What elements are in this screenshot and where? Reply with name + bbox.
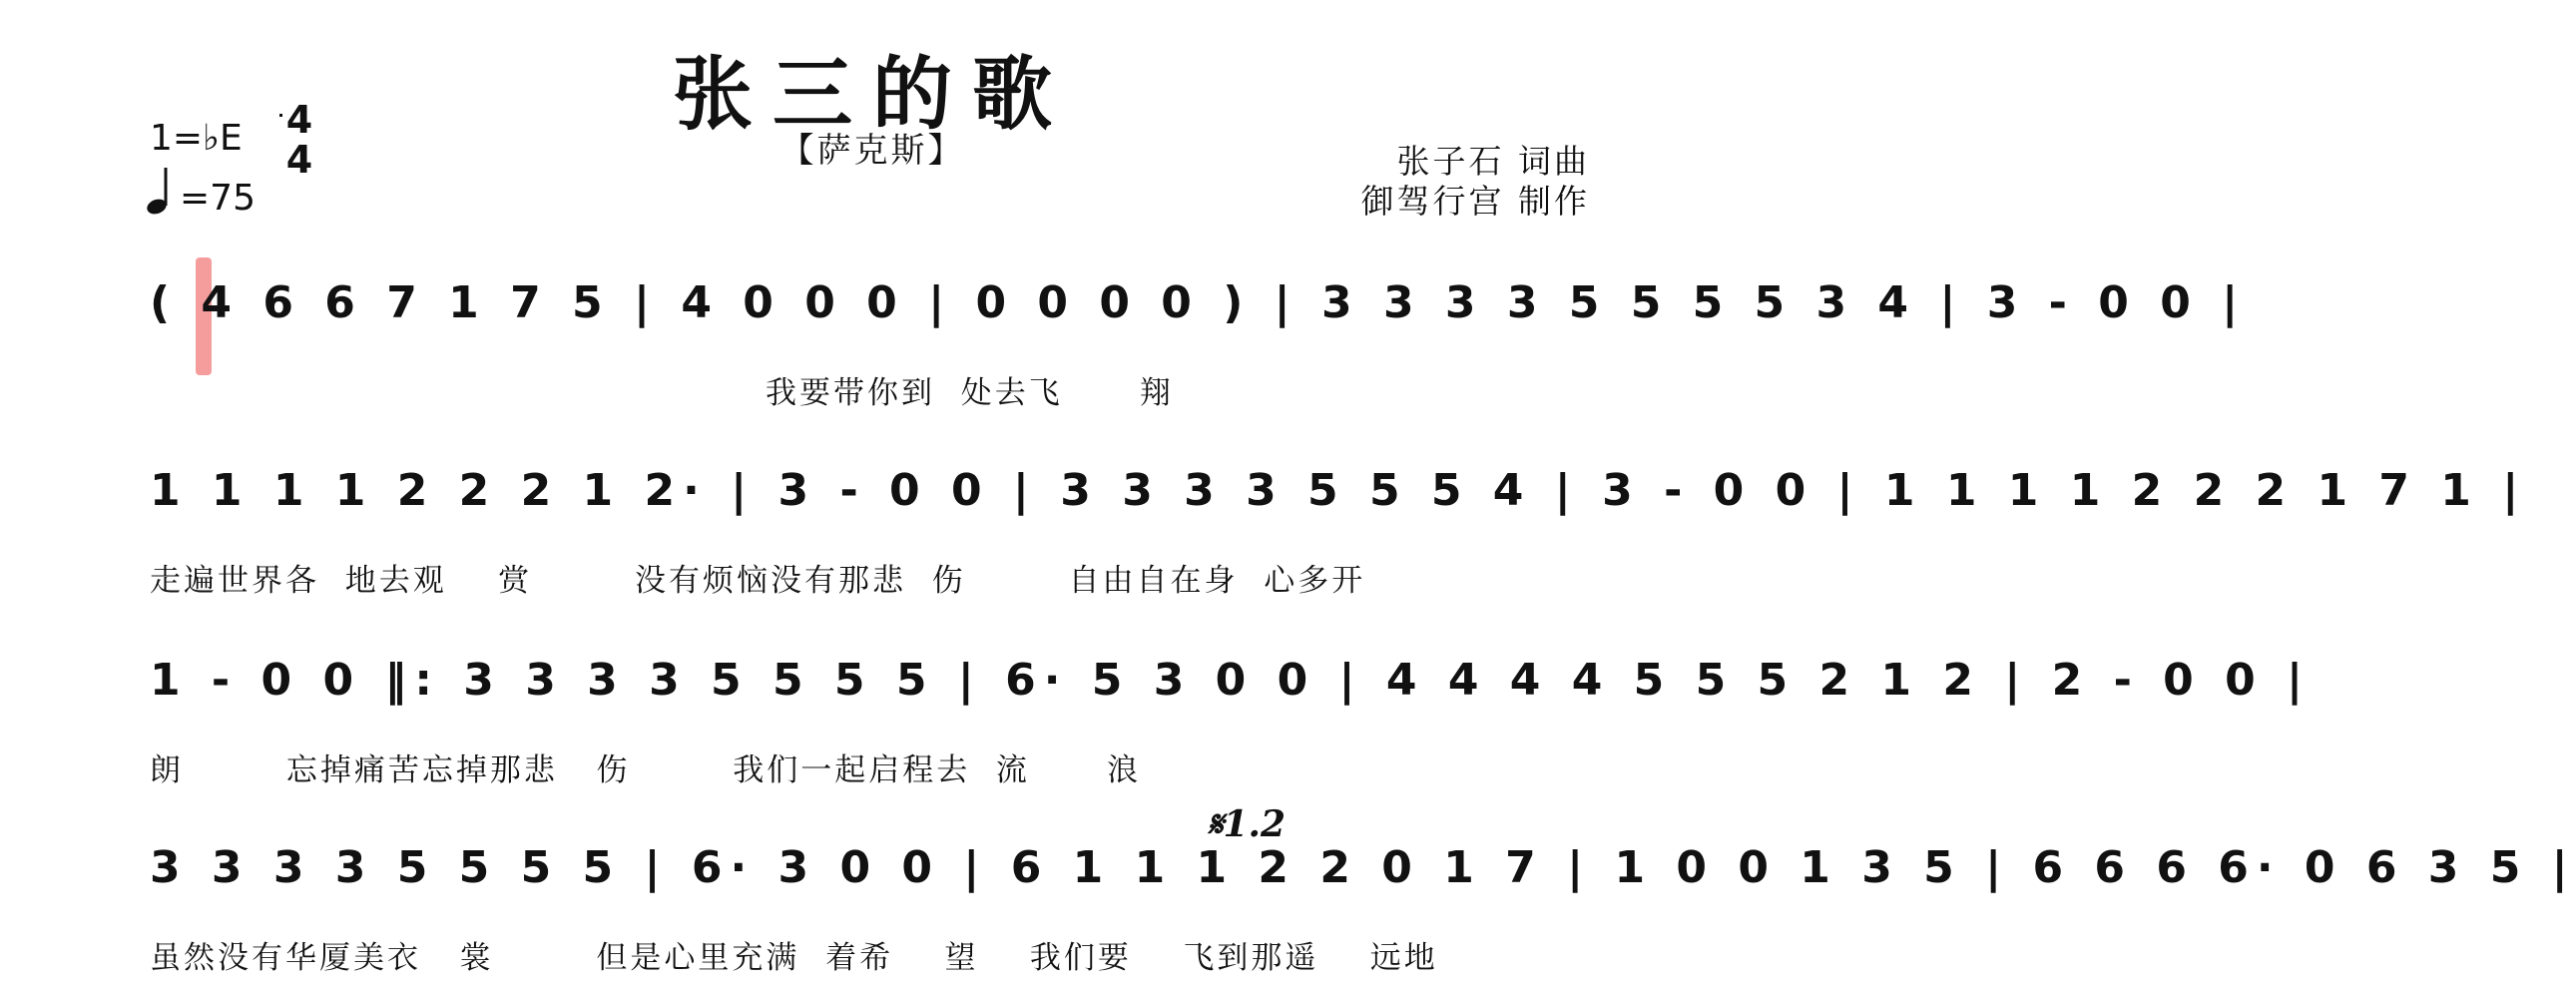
time-signature: [279, 100, 319, 180]
score-line-1: [0, 257, 2247, 427]
score-line-2: [0, 445, 2527, 615]
lyrics-line-3: 朗 忘掉痛苦忘掉那悲 伤 我们一起启程去 流 浪: [150, 752, 1142, 788]
lyrics-line-1: 我要带你到 处去飞 翔: [150, 375, 1174, 411]
notation-line-4: 3 3 3 3 5 5 5 5 | 6· 3 0 0 | 6 1 1 1 2 2 0 1 7 | 1 0 0 1 3 5 | 6 6 6 6· 0 6 3 5 |: [150, 842, 2576, 893]
lyricist-composer-credit: 张子石 词曲: [1396, 142, 1590, 181]
tempo-marking: =75: [180, 178, 256, 219]
score-line-3: [0, 635, 2312, 804]
notation-line-3: 1 - 0 0 ‖: 3 3 3 3 5 5 5 5 | 6· 5 3 0 0 | 4 4 4 4 5 5 5 2 1 2 | 2 - 0 0 |: [150, 655, 2312, 706]
notation-line-1: ( 4 6 6 7 1 7 5 | 4 0 0 0 | 0 0 0 0 ) | 3 3 3 3 5 5 5 5 3 4 | 3 - 0 0 |: [150, 277, 2247, 328]
quarter-note-icon: [144, 166, 172, 216]
lyrics-line-4: 虽然没有华厦美衣 裳 但是心里充满 着希 望 我们要 飞到那遥 远地: [150, 940, 1438, 976]
key-signature: 1=♭E: [150, 118, 243, 159]
credits: [1361, 142, 1591, 222]
song-title: 张三的歌: [673, 48, 1072, 141]
score-line-4: [0, 822, 2576, 992]
notation-line-2: 1 1 1 1 2 2 2 1 2· | 3 - 0 0 | 3 3 3 3 5 5 5 4 | 3 - 0 0 | 1 1 1 1 2 2 2 1 7 1 |: [150, 465, 2527, 516]
instrument-subtitle: 【萨克斯】: [779, 131, 965, 171]
lyrics-line-2: 走遍世界各 地去观 赏 没有烦恼没有那悲 伤 自由自在身 心多开: [150, 563, 1366, 599]
segno-marking: 𝄋1.2: [1208, 803, 1287, 845]
producer-credit: 御驾行宫 制作: [1360, 182, 1590, 221]
time-signature-bottom: 4: [285, 138, 313, 182]
time-signature-top: 4: [285, 98, 313, 142]
